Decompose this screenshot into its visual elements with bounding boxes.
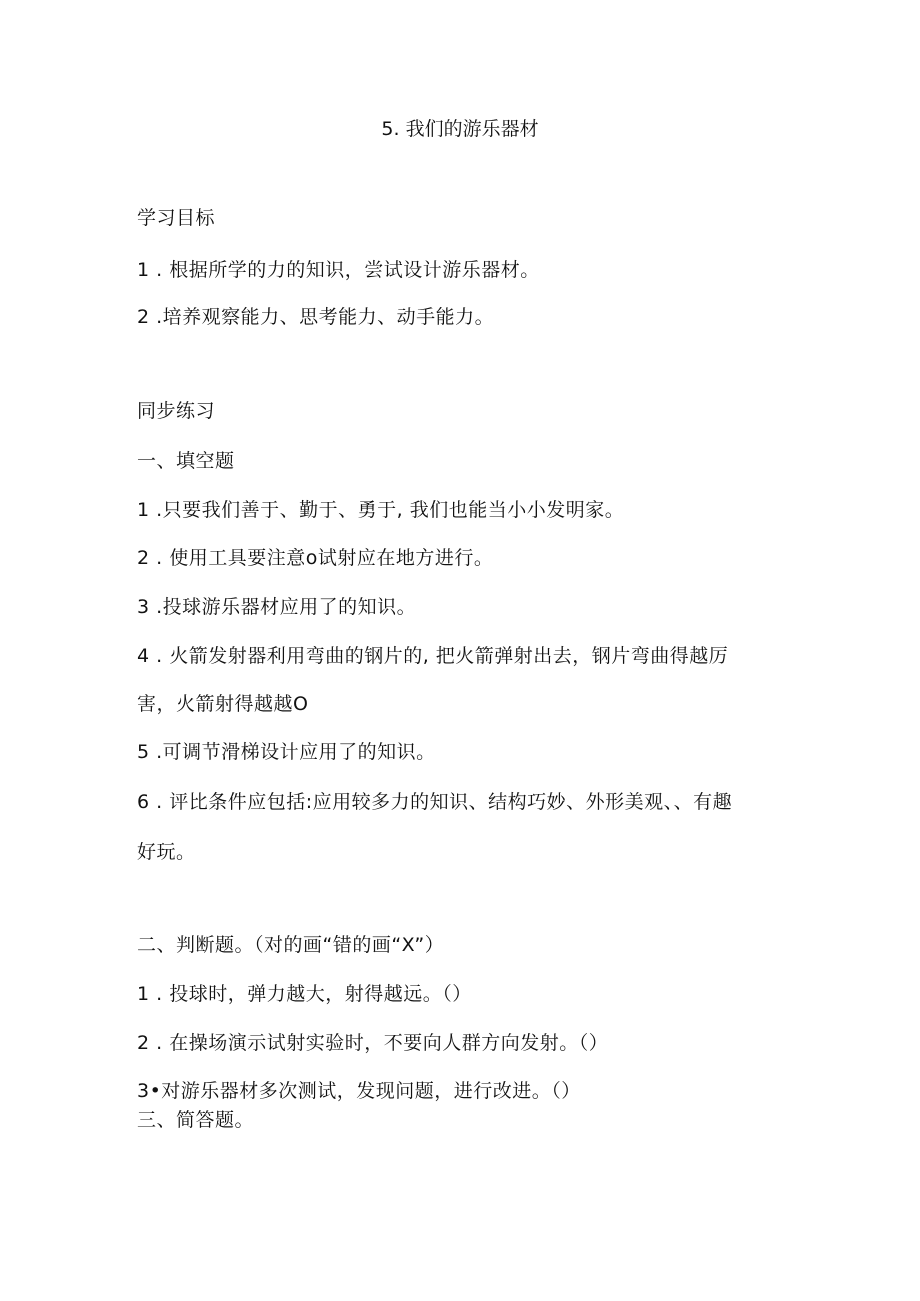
true-false-item-2: 2 . 在操场演示试射实验时，不要向人群方向发射。（）: [137, 1032, 609, 1054]
objective-item-2: 2 .培养观察能力、思考能力、动手能力。: [137, 306, 495, 328]
true-false-item-3: 3•对游乐器材多次测试，发现问题，进行改进。（）: [137, 1080, 581, 1102]
fill-blank-heading: 一、填空题: [137, 450, 235, 472]
fill-blank-item-4-cont: 害，火箭射得越越O: [137, 693, 309, 715]
true-false-item-1: 1 . 投球时，弹力越大，射得越远。（）: [137, 983, 472, 1005]
practice-heading: 同步练习: [137, 400, 216, 422]
fill-blank-item-6: 6 . 评比条件应包括:应用较多力的知识、结构巧妙、外形美观、、有趣: [137, 791, 733, 813]
short-answer-heading: 三、简答题。: [137, 1109, 255, 1131]
fill-blank-item-5: 5 .可调节滑梯设计应用了的知识。: [137, 741, 436, 763]
fill-blank-item-3: 3 .投球游乐器材应用了的知识。: [137, 596, 417, 618]
fill-blank-item-4: 4 . 火箭发射器利用弯曲的钢片的, 把火箭弹射出去，钢片弯曲得越厉: [137, 645, 729, 667]
fill-blank-item-1: 1 .只要我们善于、勤于、勇于, 我们也能当小小发明家。: [137, 499, 625, 521]
objectives-heading: 学习目标: [137, 207, 216, 229]
fill-blank-item-6-cont: 好玩。: [137, 841, 196, 863]
true-false-heading: 二、判断题。（对的画“错的画“X”）: [137, 934, 445, 956]
fill-blank-item-2: 2 . 使用工具要注意o试射应在地方进行。: [137, 547, 494, 569]
objective-item-1: 1 . 根据所学的力的知识，尝试设计游乐器材。: [137, 259, 540, 281]
page-title: 5. 我们的游乐器材: [381, 118, 539, 140]
